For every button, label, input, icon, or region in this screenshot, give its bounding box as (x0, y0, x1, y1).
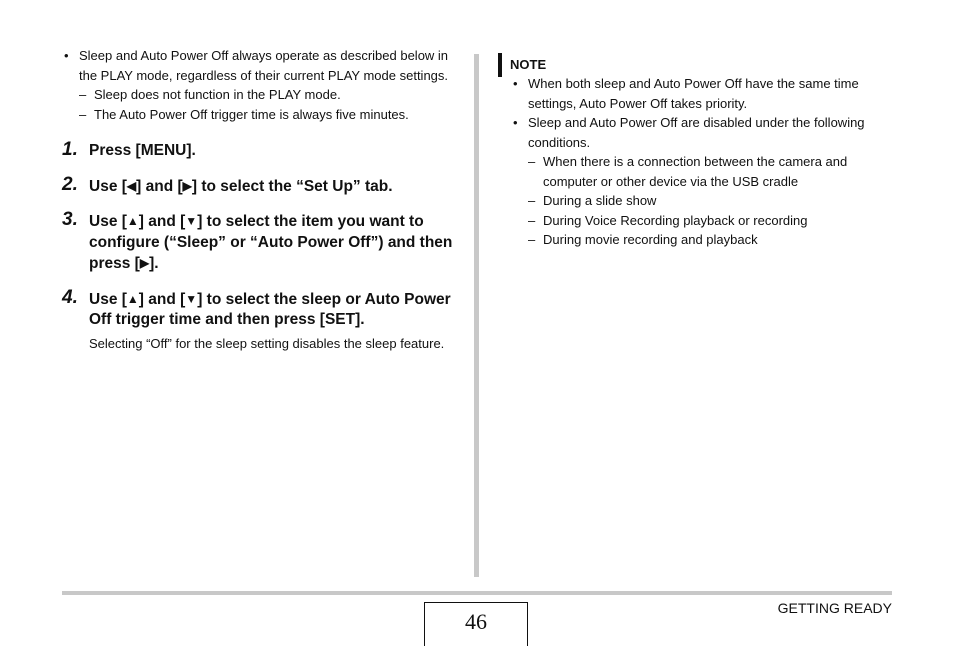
step-text: Use [◀] and [▶] to select the “Set Up” tab. (89, 177, 393, 195)
bullet-icon: • (64, 48, 69, 63)
step-number: 1. (62, 139, 78, 160)
dash-icon: – (79, 106, 87, 122)
step-description: Selecting “Off” for the sleep setting disables the sleep feature. (89, 335, 445, 351)
step-number: 2. (62, 173, 78, 195)
bullet-text: Sleep and Auto Power Off always operate as described below in the PLAY mode, regardless of their current PLAY mode settings. (79, 48, 449, 83)
list-item: – During movie recording and playback (528, 230, 898, 250)
dash-icon: – (528, 154, 536, 169)
right-arrow-icon: ▶ (182, 178, 192, 193)
bullet-icon: • (513, 115, 518, 130)
list-item: – Sleep does not function in the PLAY mode. (79, 85, 467, 105)
down-arrow-icon: ▼ (185, 214, 198, 228)
left-column (62, 46, 467, 353)
list-item: • When both sleep and Auto Power Off have the same time settings, Auto Power Off takes priority. (513, 76, 859, 111)
step-text: Use [▲] and [▼] to select the sleep or Auto Power Off trigger time and then press [SET]. (89, 290, 451, 328)
list-item: – When there is a connection between the camera and computer or other device via the USB cradle (528, 154, 848, 189)
step-1 (62, 141, 467, 162)
note-box (498, 56, 898, 250)
footer-rule (62, 591, 892, 595)
list-item (62, 46, 467, 85)
section-title: GETTING READY (777, 600, 892, 616)
bullet-icon: • (513, 76, 518, 91)
step-3 (62, 211, 467, 275)
sub-list (528, 152, 898, 250)
step-number: 4. (62, 286, 78, 308)
step-4 (62, 286, 467, 354)
note-title: NOTE (498, 56, 898, 74)
page-number: 46 (424, 602, 528, 646)
list-item: – During a slide show (528, 191, 898, 211)
column-divider (474, 54, 479, 577)
list-item: • Sleep and Auto Power Off are disabled under the following conditions. (513, 115, 865, 150)
step-text: Press [MENU]. (89, 142, 196, 159)
dash-icon: – (528, 212, 536, 228)
list-item: – The Auto Power Off trigger time is always five minutes. (79, 105, 467, 125)
step-text: Use [▲] and [▼] to select the item you want to configure (“Sleep” or “Auto Power Off”) and then press [▶]. (89, 213, 453, 272)
dash-icon: – (528, 193, 536, 208)
up-arrow-icon: ▲ (126, 214, 139, 228)
right-arrow-icon: ▶ (139, 256, 150, 270)
step-2 (62, 173, 467, 198)
dash-icon: – (528, 232, 536, 247)
step-number: 3. (62, 209, 78, 230)
up-arrow-icon: ▲ (126, 291, 139, 306)
sub-list (79, 85, 467, 124)
dash-icon: – (79, 87, 87, 102)
list-item: – During Voice Recording playback or recording (528, 211, 898, 231)
left-arrow-icon: ◀ (126, 178, 137, 193)
down-arrow-icon: ▼ (185, 291, 198, 306)
